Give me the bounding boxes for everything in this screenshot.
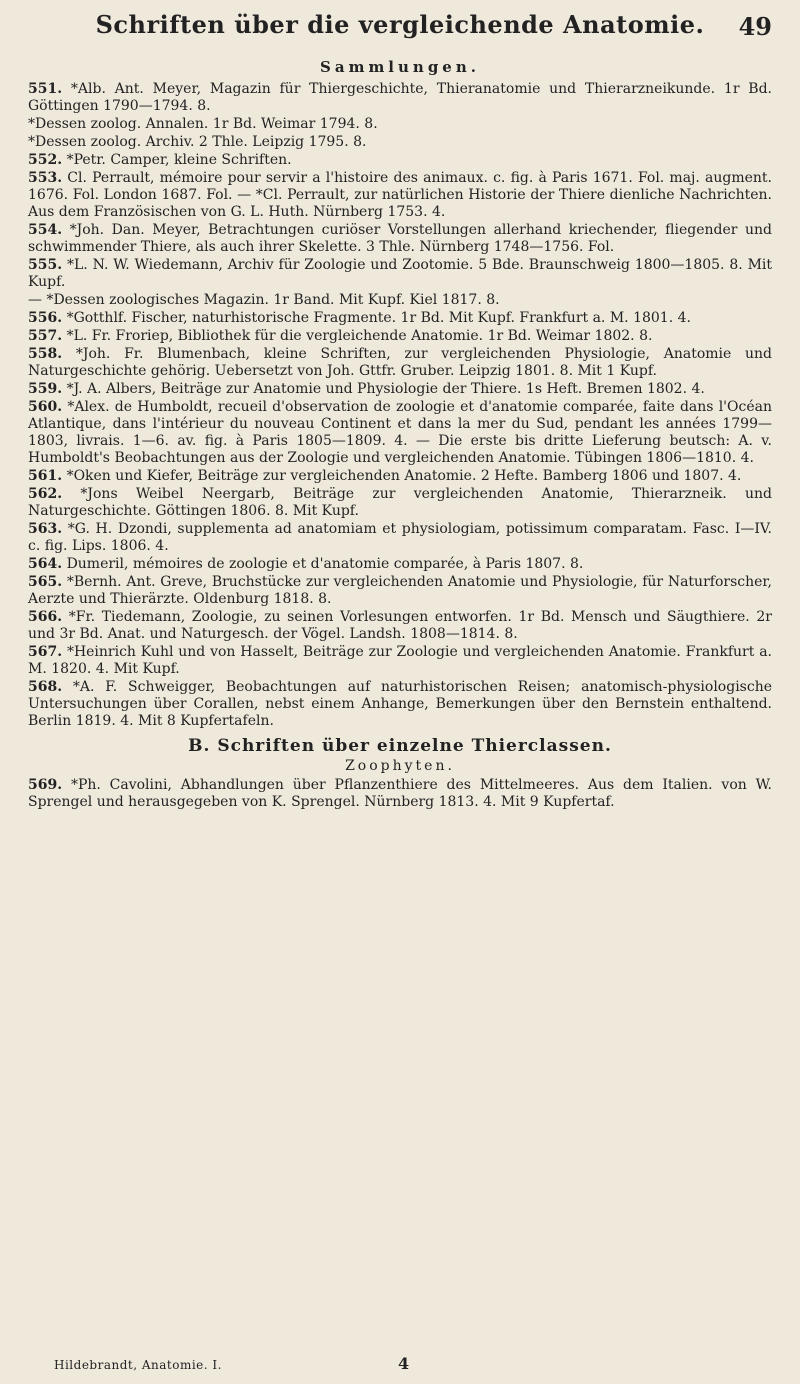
entry-number: 565. <box>28 574 63 590</box>
entry-text: *Gotthlf. Fischer, naturhistorische Fragmente. 1r Bd. Mit Kupf. Frankfurt a. M. 1801. 4. <box>66 310 691 326</box>
bibliography-entry <box>28 486 772 520</box>
bibliography-entry <box>28 574 772 608</box>
entry-text: *Joh. Dan. Meyer, Betrachtungen curiöser Vorstellungen allerhand kriechender, fliegender und schwimmender Thiere, als auch ihrer Skelette. 3 Thle. Nürnberg 1748—1756. Fol. <box>28 222 772 255</box>
bibliography-entry <box>28 777 772 811</box>
page-header <box>28 4 772 44</box>
entry-text: Dumeril, mémoires de zoologie et d'anatomie comparée, à Paris 1807. 8. <box>66 556 584 572</box>
entry-text: *L. Fr. Froriep, Bibliothek für die vergleichende Anatomie. 1r Bd. Weimar 1802. 8. <box>66 328 653 344</box>
entry-text: *Alb. Ant. Meyer, Magazin für Thiergeschichte, Thieranatomie und Thierarzneikunde. 1r Bd. Göttingen 1790—1794. 8. <box>28 81 772 114</box>
entry-text: *Petr. Camper, kleine Schriften. <box>66 152 292 168</box>
entry-text: *Alex. de Humboldt, recueil d'observation de zoologie et d'anatomie comparée, faite dans l'Océan Atlantique, dans l'intérieur du nouveau Continent et dans la mer du Sud, pendant les années 1799—1803, livrais. 1—6. av. fig. à Paris 1805—1809. 4. — Die erste bis dritte Lieferung beutsch: A. v. Humboldt's Beobachtungen aus der Zoologie und vergleichenden Anatomie. Tübingen 1806—1810. 4. <box>28 399 772 466</box>
printer-signature: Hildebrandt, Anatomie. I. <box>54 1358 222 1372</box>
bibliography-entry <box>28 152 772 169</box>
body-text <box>28 56 772 812</box>
bibliography-entry <box>28 292 772 309</box>
entries-collections <box>28 81 772 730</box>
entry-number: 552. <box>28 152 63 168</box>
entry-text: *Dessen zoolog. Annalen. 1r Bd. Weimar 1794. 8. <box>28 116 378 132</box>
entry-text: *Bernh. Ant. Greve, Bruchstücke zur vergleichenden Anatomie und Physiologie, für Naturforscher, Aerzte und Thierärzte. Oldenburg 1818. 8. <box>28 574 772 607</box>
sub-heading-zoophyten: Zoophyten. <box>345 758 455 774</box>
entry-text: *Joh. Fr. Blumenbach, kleine Schriften, zur vergleichenden Physiologie, Anatomie und Naturgeschichte gehörig. Uebersetzt von Joh. Gttfr. Gruber. Leipzig 1801. 8. Mit 1 Kupf. <box>28 346 773 379</box>
bibliography-entry <box>28 257 772 291</box>
section-heading-sammlungen: Sammlungen. <box>320 58 480 76</box>
entry-number: 566. <box>28 609 63 625</box>
entry-number: 562. <box>28 486 63 502</box>
entry-text: *A. F. Schweigger, Beobachtungen auf naturhistorischen Reisen; anatomisch-physiologische Untersuchungen über Corallen, nebst einem Anhange, Bemerkungen über den Bernstein enthaltend. Berlin 1819. 4. Mit 8 Kupfertafeln. <box>28 679 773 729</box>
bibliography-entry <box>28 116 772 133</box>
bibliography-entry <box>28 468 772 485</box>
entry-number: 559. <box>28 381 63 397</box>
entry-text: *Dessen zoolog. Archiv. 2 Thle. Leipzig 1795. 8. <box>28 134 367 150</box>
entry-text: *Jons Weibel Neergarb, Beiträge zur vergleichenden Anatomie, Thierarzneik. und Naturgeschichte. Göttingen 1806. 8. Mit Kupf. <box>28 486 773 519</box>
bibliography-entry <box>28 328 772 345</box>
page-number: 49 <box>738 12 772 41</box>
bibliography-entry <box>28 310 772 327</box>
bibliography-entry <box>28 609 772 643</box>
entry-number: 553. <box>28 170 63 186</box>
bibliography-entry <box>28 679 772 730</box>
entry-text: *L. N. W. Wiedemann, Archiv für Zoologie und Zootomie. 5 Bde. Braunschweig 1800—1805. 8. Mit Kupf. <box>28 257 773 290</box>
entry-number: 563. <box>28 521 63 537</box>
entry-number: 561. <box>28 468 63 484</box>
page-footer <box>28 1354 772 1380</box>
bibliography-entry <box>28 346 772 380</box>
entry-number: 568. <box>28 679 63 695</box>
part-heading-b: B. Schriften über einzelne Thierclassen. <box>188 736 612 756</box>
entry-number: 556. <box>28 310 63 326</box>
bibliography-entry <box>28 170 772 221</box>
bibliography-entry <box>28 521 772 555</box>
running-title: Schriften über die vergleichende Anatomie. <box>95 10 705 39</box>
bibliography-entry <box>28 81 772 115</box>
bibliography-entry <box>28 381 772 398</box>
entry-text: Cl. Perrault, mémoire pour servir a l'histoire des animaux. c. fig. à Paris 1671. Fol. maj. augment. 1676. Fol. London 1687. Fol. — *Cl. Perrault, zur natürlichen Historie der Thiere dienliche Nachrichten. Aus dem Französischen von G. L. Huth. Nürnberg 1753. 4. <box>28 170 772 220</box>
bibliography-entry <box>28 222 772 256</box>
entry-number: 567. <box>28 644 63 660</box>
entry-number: 564. <box>28 556 63 572</box>
entry-number: 560. <box>28 399 63 415</box>
entry-text: *J. A. Albers, Beiträge zur Anatomie und Physiologie der Thiere. 1s Heft. Bremen 1802. 4. <box>66 381 705 397</box>
entry-text: *Oken und Kiefer, Beiträge zur vergleichenden Anatomie. 2 Hefte. Bamberg 1806 und 1807. 4. <box>66 468 742 484</box>
entry-number: 551. <box>28 81 63 97</box>
entry-text: — *Dessen zoologisches Magazin. 1r Band. Mit Kupf. Kiel 1817. 8. <box>28 292 500 308</box>
entry-number: 555. <box>28 257 63 273</box>
bibliography-entry <box>28 644 772 678</box>
entry-text: *Ph. Cavolini, Abhandlungen über Pflanzenthiere des Mittelmeeres. Aus dem Italien. von W. Sprengel und herausgegeben von K. Sprengel. Nürnberg 1813. 4. Mit 9 Kupfertaf. <box>28 777 773 810</box>
entry-number: 557. <box>28 328 63 344</box>
entry-number: 554. <box>28 222 63 238</box>
entry-text: *Heinrich Kuhl und von Hasselt, Beiträge zur Zoologie und vergleichenden Anatomie. Frankfurt a. M. 1820. 4. Mit Kupf. <box>28 644 772 677</box>
signature-mark: 4 <box>398 1354 410 1373</box>
entry-number: 569. <box>28 777 63 793</box>
bibliography-entry <box>28 134 772 151</box>
entry-number: 558. <box>28 346 63 362</box>
entries-zoophytes <box>28 777 772 811</box>
bibliography-entry <box>28 556 772 573</box>
entry-text: *Fr. Tiedemann, Zoologie, zu seinen Vorlesungen entworfen. 1r Bd. Mensch und Säugthiere. 2r und 3r Bd. Anat. und Naturgesch. der Vögel. Landsh. 1808—1814. 8. <box>28 609 772 642</box>
entry-text: *G. H. Dzondi, supplementa ad anatomiam et physiologiam, potissimum comparatam. Fasc. I—IV. c. fig. Lips. 1806. 4. <box>28 521 773 554</box>
bibliography-entry <box>28 399 772 467</box>
